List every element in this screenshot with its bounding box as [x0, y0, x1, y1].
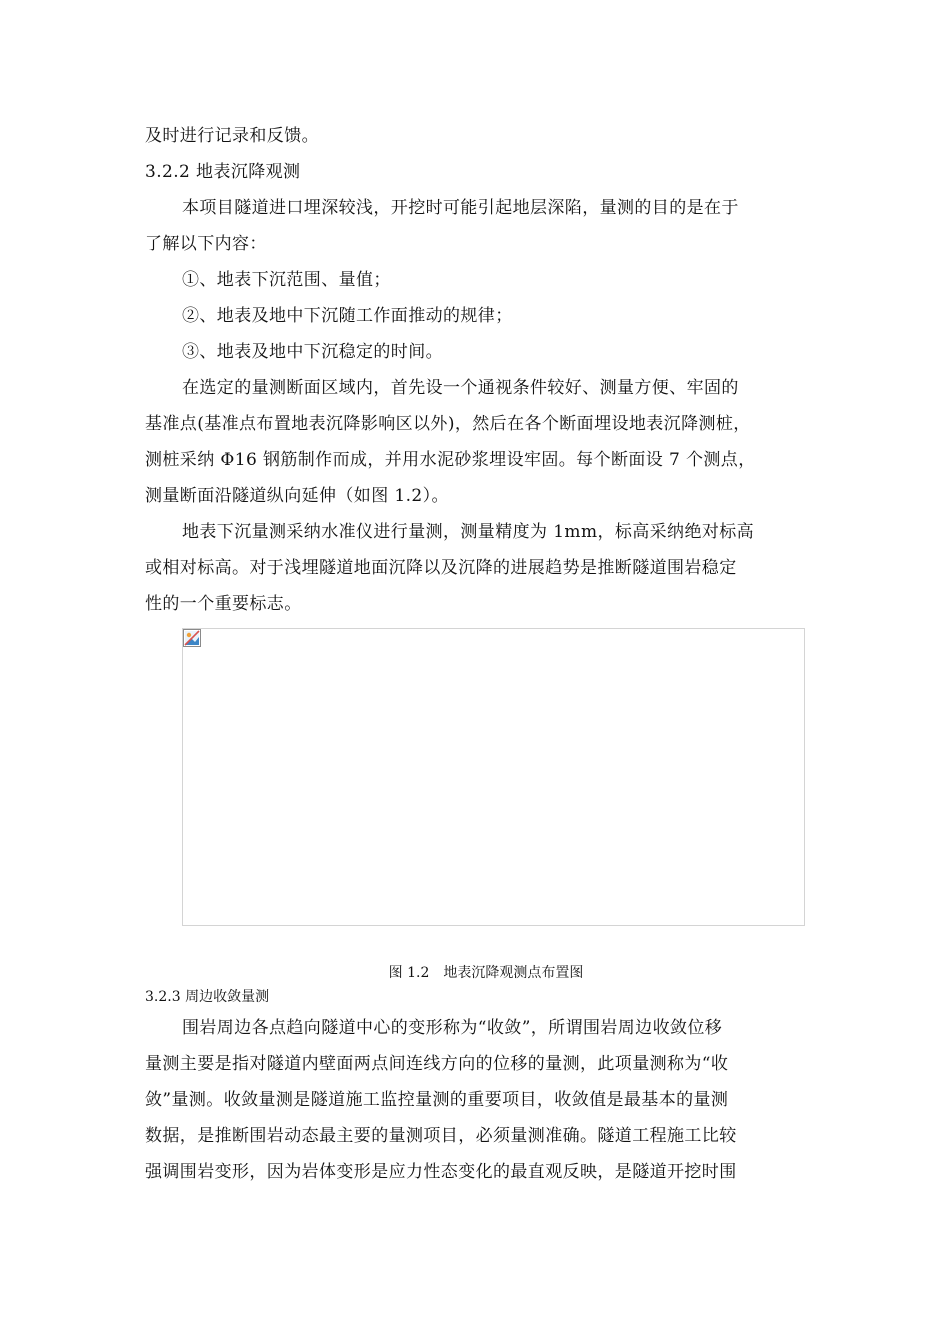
- section-heading-3-2-3: 3.2.3 周边收敛量测: [145, 989, 270, 1005]
- paragraph-line: 了解以下内容：: [145, 234, 267, 254]
- figure-image-placeholder: [182, 628, 805, 926]
- paragraph-line: 敛”量测。收敛量测是隧道施工监控量测的重要项目，收敛值是最基本的量测: [145, 1090, 729, 1110]
- broken-image-icon: [183, 629, 201, 647]
- list-item: ②、地表及地中下沉随工作面推动的规律；: [182, 306, 513, 326]
- section-heading-3-2-2: 3.2.2 地表沉降观测: [145, 162, 301, 182]
- document-page: [145, 118, 807, 1190]
- paragraph-line: 测量断面沿隧道纵向延伸（如图 1.2）。: [145, 486, 449, 506]
- paragraph-line: 本项目隧道进口埋深较浅，开挖时可能引起地层深陷，量测的目的是在于: [182, 198, 739, 218]
- paragraph-line: 强调围岩变形，因为岩体变形是应力性态变化的最直观反映，是隧道开挖时围: [145, 1162, 737, 1182]
- paragraph-line: 测桩采纳 Φ16 钢筋制作而成，并用水泥砂浆埋设牢固。每个断面设 7 个测点，: [145, 450, 756, 470]
- list-item: ①、地表下沉范围、量值；: [182, 270, 391, 290]
- list-item: ③、地表及地中下沉稳定的时间。: [182, 342, 443, 362]
- paragraph-line: 量测主要是指对隧道内壁面两点间连线方向的位移的量测，此项量测称为“收: [145, 1054, 729, 1074]
- paragraph-line: 数据，是推断围岩动态最主要的量测项目，必须量测准确。隧道工程施工比较: [145, 1126, 737, 1146]
- paragraph-line: 性的一个重要标志。: [145, 594, 302, 614]
- paragraph-line: 基准点(基准点布置地表沉降影响区以外)，然后在各个断面埋设地表沉降测桩，: [145, 414, 751, 434]
- paragraph-line: 在选定的量测断面区域内，首先设一个通视条件较好、测量方便、牢固的: [182, 378, 739, 398]
- paragraph-line: 或相对标高。对于浅埋隧道地面沉降以及沉降的进展趋势是推断隧道围岩稳定: [145, 558, 737, 578]
- paragraph-tail-line: 及时进行记录和反馈。: [145, 126, 319, 146]
- figure-caption: 图 1.2 地表沉降观测点布置图: [388, 965, 584, 981]
- paragraph-line: 围岩周边各点趋向隧道中心的变形称为“收敛”，所谓围岩周边收敛位移: [182, 1018, 723, 1038]
- paragraph-line: 地表下沉量测采纳水准仪进行量测，测量精度为 1mm，标高采纳绝对标高: [182, 522, 755, 542]
